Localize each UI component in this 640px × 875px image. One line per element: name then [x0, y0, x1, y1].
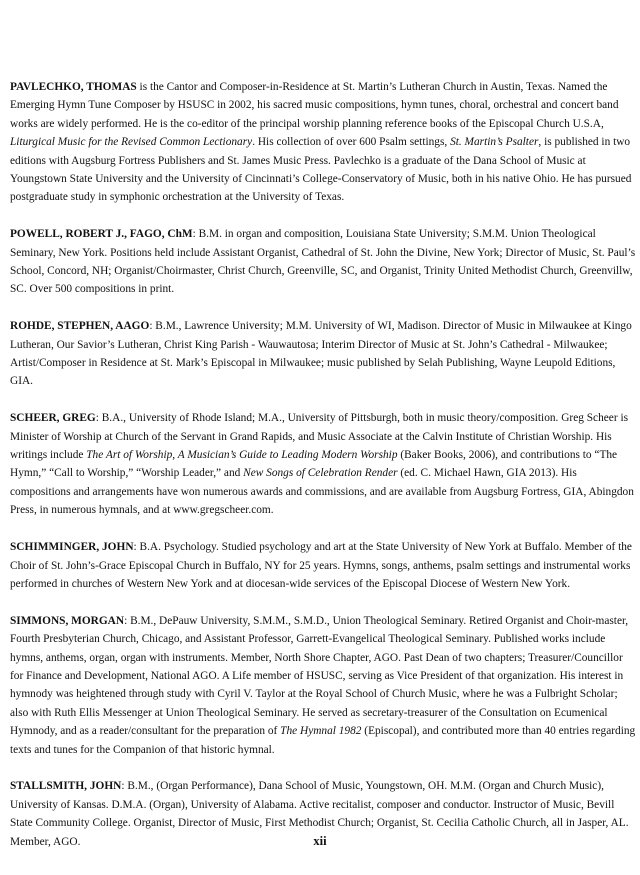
entry-name: POWELL, ROBERT J., FAGO, ChM	[10, 228, 193, 241]
entry-name: STALLSMITH, JOHN	[10, 780, 122, 793]
biography-entry	[10, 612, 637, 759]
entry-italic-title: Liturgical Music for the Revised Common Lectionary	[10, 136, 253, 149]
entry-text: : B.A. Psychology. Studied psychology and art at the State University of New York at Buffalo. Member of the Choir of St. John’s-Grace Episcopal Church in Buffalo, NY for 25 years. Hymns, songs, anthems, psalm settings and instrumental works performed in churches of Western New York and at diocesan-wide services of the Episcopal Diocese of Western New York.	[10, 541, 632, 590]
entry-name: SIMMONS, MORGAN	[10, 614, 125, 627]
entry-text: is the Cantor and Composer-in-Residence at St. Martin’s Lutheran Church in Austin, Texas. Named the Emerging Hymn Tune Composer by HSUSC in 2002, his sacred music compositions, hymn tunes, choral, orchestral and concert band works are widely performed. He is the co-editor of the principal worship planning reference books of the Episcopal Church U.S.A,	[10, 81, 619, 130]
biography-entry	[10, 317, 637, 391]
entry-italic-title: St. Martin’s Psalter	[450, 136, 539, 149]
entry-text: . His collection of over 600 Psalm settings,	[252, 136, 451, 149]
entry-text: : B.M. in organ and composition, Louisiana State University; S.M.M. Union Theological Seminary, New York. Positions held include Assistant Organist, Cathedral of St. John the Divine, New York; Director of Music, St. Paul’s School, Concord, NH; Organist/Choirmaster, Christ Church, Greenville, SC, and Organist, Trinity United Methodist Church, Greenvillw, SC. Over 500 compositions in print.	[10, 228, 636, 296]
biography-entry	[10, 78, 637, 207]
entry-text: (Baker Books, 2006), and contributions to “The Hymn,” “Call to Worship,” “Worship Leader,” and	[10, 449, 618, 480]
entry-text: : B.M., (Organ Performance), Dana School of Music, Youngstown, OH. M.M. (Organ and Church Music), University of Kansas. D.M.A. (Organ), University of Alabama. Active recitalist, composer and conductor. Instructor of Music, Bevill State Community College. Organist, Director of Music, First Methodist Church; Organist, St. Cecilia Catholic Church, all in Jasper, AL. Member, AGO.	[10, 780, 629, 848]
entry-italic-title: The Hymnal 1982	[280, 725, 362, 738]
biography-list	[10, 78, 637, 869]
entry-italic-title: New Songs of Celebration Render	[243, 467, 398, 480]
entry-text: : B.M., DePauw University, S.M.M., S.M.D., Union Theological Seminary. Retired Organist and Choir-master, Fourth Presbyterian Church, Chicago, and Assistant Professor, Garrett-Evangelical Theological Seminary. Published works include hymns, anthems, organ, organ with instruments. Member, North Shore Chapter, AGO. Past Dean of two chapters; Treasurer/Councillor for Finance and Development, National AGO. A Life member of HSUSC, serving as Vice President of that organization. His interest in hymnody was heightened through study with Cyril V. Taylor at the Royal School of Church Music, where he was a Fulbright Scholar; also with Ruth Ellis Messenger at Union Theological Seminary. He served as secretary-treasurer of the Consultation on Ecumenical Hymnody, and as a reader/consultant for the preparation of	[10, 614, 629, 738]
biography-entry	[10, 409, 637, 519]
entry-name: SCHIMMINGER, JOHN	[10, 541, 134, 554]
biography-entry	[10, 225, 637, 299]
entry-name: SCHEER, GREG	[10, 412, 96, 425]
entry-italic-title: The Art of Worship, A Musician’s Guide to Leading Modern Worship	[86, 449, 398, 462]
entry-text: : B.A., University of Rhode Island; M.A., University of Pittsburgh, both in music theory/composition. Greg Scheer is Minister of Worship at Church of the Servant in Grand Rapids, and Music Associate at the Calvin Institute of Christian Worship. His writings include	[10, 412, 629, 462]
entry-name: PAVLECHKO, THOMAS	[10, 81, 137, 93]
entry-text: (Episcopal), and contributed more than 40 entries regarding texts and tunes for the Companion of that historic hymnal.	[10, 725, 636, 756]
entry-text: , is published in two editions with Augsburg Fortress Publishers and St. James Music Press. Pavlechko is a graduate of the Dana School of Music at Youngstown State University and the University of Cincinnati’s College-Conservatory of Music, both in his native Ohio. He has pursued postgraduate study in symphonic orchestration at the University of Texas.	[10, 136, 632, 204]
entry-text: (ed. C. Michael Hawn, GIA 2013). His compositions and arrangements have won numerous awards and commissions, and are available from Augsburg Fortress, GIA, Abingdon Press, in numerous hymnals, and at www.gregscheer.com.	[10, 467, 634, 517]
entry-text: : B.M., Lawrence University; M.M. University of WI, Madison. Director of Music in Milwaukee at Kingo Lutheran, Our Savior’s Lutheran, Christ King Parish - Wauwautosa; Interim Director of Music at St. John’s Cathedral - Milwaukee; Artist/Composer in Residence at St. Mark’s Episcopal in Milwaukee; music published by Selah Publishing, Wayne Leupold Editions, GIA.	[10, 320, 632, 388]
entry-name: ROHDE, STEPHEN, AAGO	[10, 320, 150, 333]
page-number: xii	[313, 834, 327, 848]
biography-entry	[10, 538, 637, 593]
